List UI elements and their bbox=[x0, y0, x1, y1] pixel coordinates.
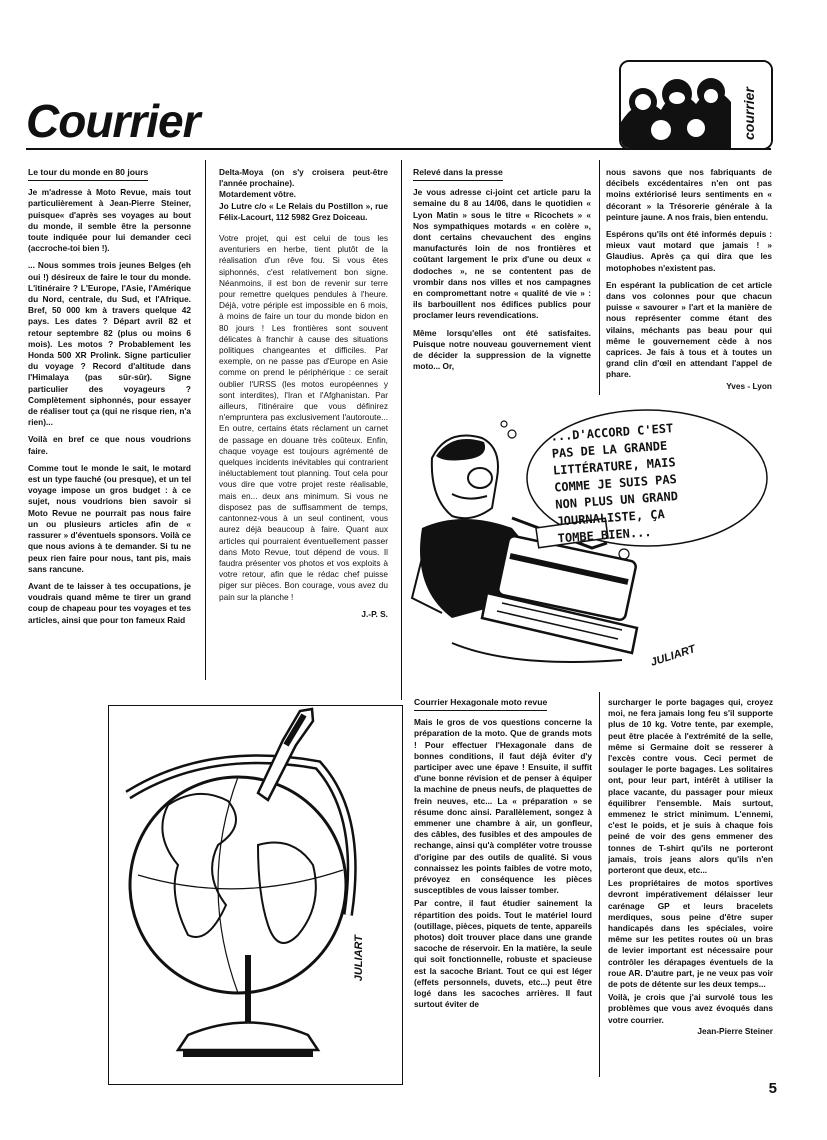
bubble-line: COMME JE SUIS PAS bbox=[553, 472, 678, 495]
column-divider bbox=[205, 160, 206, 680]
letter1-paragraph: Comme tout le monde le sait, le motard est un type fauché (ou presque), et un tel voyage impose un gros budget : à ce sujet, nous voudrions bien savoir si Moto Revue ne pourrait pas nous faire un ou plusieurs articles afin de « rassurer » d'éventuels sponsors. Voilà ce que nous avions à te demander. Si tu ne peux rien faire pour nous, tant pis, mais sans rancune. bbox=[28, 462, 191, 574]
letter2-column1 bbox=[413, 167, 591, 397]
letter3-paragraph: Voilà, je crois que j'ai survolé tous les problèmes que vous avez évoqués dans votre courrier. bbox=[608, 992, 773, 1025]
letter3-paragraph: Mais le gros de vos questions concerne la préparation de la moto. Que de grands mots ! Pour effectuer l'Hexagonale dans de bonnes conditions, il faut déjà éviter d'y participer avec une épave ! Ensuite, il suffit d'une bonne révision et de penser à équiper la machine de pneus neufs, de plaquettes de frein neuves, etc... La « préparation » se résume donc ainsi. Parallèlement, songez à emmener une chambre à air, un gonfleur, des câbles, des fusibles et des ampoules de rechange, ainsi qu'à compléter votre trousse d'origine par des outils de qualité. Si vous connaissez les points faibles de votre moto, prévoyez en conséquence les pièces susceptibles de vous laisser tomber. bbox=[414, 717, 592, 896]
letter2-heading: Relevé dans la presse bbox=[413, 167, 503, 181]
cartoon-speech-bubble bbox=[550, 416, 748, 548]
letter2-paragraph: En espérant la publication de cet article dans vos colonnes pour que chacun puisse « savourer » l'art et la manière de nous représenter comme étant des vilains, méchants pas beau pour qui même le gouvernement cède à nos caprices. Je fais à tous et à toutes un grand clin d'œil en attendant l'appel de phare. bbox=[606, 279, 772, 380]
letter3-column2 bbox=[608, 697, 773, 1082]
letter1-column2 bbox=[219, 167, 388, 677]
letter3-paragraph: Les propriétaires de motos sportives devront impérativement délaisser leur carénage GP et leurs bracelets merdiques, sous peine d'être super handicapés dans les spéciales, voire même sur les petites routes où un bras de levier important est nécessaire pour contrôler les dérapages éventuels de la roue AR. D'autre part, je ne veux pas voir de pots de détente sur les deux temps... bbox=[608, 878, 773, 990]
letter2-paragraph: Espérons qu'ils ont été informés depuis : mieux vaut motard que jamais ! » Glaudius. Après ça qui dira que les motophobes n'existent pas. bbox=[606, 229, 772, 273]
letter1-paragraph: Motardement vôtre. bbox=[219, 189, 296, 200]
bubble-line: ...D'ACCORD C'EST bbox=[550, 421, 674, 444]
bubble-line: JOURNALISTE, ÇA bbox=[556, 507, 666, 529]
bubble-line: NON PLUS UN GRAND bbox=[554, 489, 679, 512]
letter1-signature: J.-P. S. bbox=[361, 608, 388, 619]
letter2-column2 bbox=[606, 167, 772, 399]
page-number: 5 bbox=[768, 1080, 777, 1097]
letter2-paragraph: Même lorsqu'elles ont été satisfaites. Puisque notre nouveau gouvernement vient de décider la suppression de la vignette moto... Or, bbox=[413, 327, 591, 372]
courrier-logo bbox=[619, 60, 773, 150]
page-title: Courrier bbox=[26, 95, 200, 147]
cartoon-typist bbox=[392, 398, 782, 688]
cartoon-artist-signature: JULIART bbox=[649, 643, 697, 669]
logo-word: courrier bbox=[741, 87, 757, 140]
letter1-column1 bbox=[28, 167, 191, 692]
letter3-heading: Courrier Hexagonale moto revue bbox=[414, 697, 547, 711]
letter3-paragraph: surcharger le porte bagages qui, croyez moi, ne fera jamais long feu s'il supporte plus de 10 kg. Votre tente, par exemple, peut être placée à l'extrémité de la selle, même si Germaine doit se resserer à l'excès contre vous. Ceci permet de soulager le porte bagages. Les solitaires ont, pour leur part, intérêt à utiliser la place vacante, du passager pour mieux équilibrer l'ensemble. Mais surtout, emmenez le strict minimum. L'ennemi, c'est le poids, et je suis à chaque fois peiné de voir des gens emmener des tonnes de T-shirt qu'ils ne porteront jamais, trois jeans alors qu'ils n'en porteront que deux, etc... bbox=[608, 697, 773, 876]
letter1-reply: Votre projet, qui est celui de tous les aventuriers en herbe, tient plutôt de la réalisation d'un rêve fou. Si vous êtes siphonnés, c'est relativement bon signe. Néanmoins, il est bon de revenir sur terre pour remettre quelques pendules à l'heure. Déjà, votre périple est impossible en 6 mois, à moins de faire un tour du monde bidon en 80 jours ! Les frontières sont souvent délicates à franchir à cause des situations politiques changeantes et difficiles. Par exemple, on ne passe pas d'Europe en Asie comme on prend le périphérique : ce serait oublier l'URSS (les motos européennes y sont interdites), l'Iran et l'Afghanistan. Par ailleurs, l'itinéraire que vous définirez n'empruntera pas exclusivement l'autoroute... En outre, certains états réclament un carnet de passage en douane très coûteux. Enfin, chaque voyage est toujours agrémenté de quelques incidents inévitables qui contrarient inéluctablement tout planning. Tout cela pour vous dire que votre projet reste réalisable, mais en... deux ans minimum. Si vous ne disposez pas de suffisamment de temps, cantonnez-vous à un seul continent, vous aurez déjà beaucoup à faire. Quant aux articles qui pourraient éventuellement passer dans Moto Revue, tout dépend de vous. Il faudra présenter vos photos et vos exploits à votre retour, afin que le rédac chef puisse piger sur pièces. Bon courage, vous avez du pain sur la planche ! bbox=[219, 233, 388, 602]
letter1-paragraph: Delta-Moya (on s'y croisera peut-être l'année prochaine). bbox=[219, 167, 388, 189]
letter2-signature: Yves - Lyon bbox=[726, 380, 772, 391]
letter1-paragraph: Avant de te laisser à tes occupations, je voudrais quand même te tirer un grand coup de chapeau pour tes voyages et tes articles, ainsi que pour ton fameux Raid bbox=[28, 580, 191, 625]
bubble-line: TOMBE BIEN... bbox=[557, 524, 652, 546]
letter1-paragraph: Je m'adresse à Moto Revue, mais tout particulièrement à Jean-Pierre Steiner, puisque« d'après ses voyages au bout du monde, il semble être la personne toute indiquée pour lui demander ceci (accroche-toi bien !). bbox=[28, 187, 191, 254]
letter1-paragraph: Voilà en bref ce que nous voudrions faire. bbox=[28, 434, 191, 456]
bubble-line: LITTÉRATURE, MAIS bbox=[552, 455, 677, 478]
column-divider bbox=[599, 692, 600, 1077]
globe-knife-illustration-icon bbox=[108, 705, 403, 1085]
letter1-paragraph: Jo Lutre c/o « Le Relais du Postillon », rue Félix-Lacourt, 112 5982 Grez Doiceau. bbox=[219, 200, 388, 222]
letter3-paragraph: Par contre, il faut étudier sainement la répartition des poids. Tout le matériel lourd (outillage, pièces, piquets de tente, appareils photos) doit trouver place dans une grande sacoche de réservoir. En la matière, la seule qui soit fonctionnelle, robuste et spacieuse est la sacoche Briant. Tout ce qui est léger (effets personnels, duvets, etc...) peut être logé dans les sacoches arrières. Il faut surtout éviter de bbox=[414, 898, 592, 1010]
letter1-heading: Le tour du monde en 80 jours bbox=[28, 167, 148, 181]
cartoon-globe bbox=[108, 705, 403, 1085]
letter3-column1 bbox=[414, 697, 592, 1082]
letter2-paragraph: nous savons que nos fabriquants de décibels excédentaires n'en ont pas moins extériorisé leurs sentiments en « décorant » la Trésorerie générale à la peinture jaune. A nos frais, bien entendu. bbox=[606, 167, 772, 222]
letter2-paragraph: Je vous adresse ci-joint cet article paru la semaine du 8 au 14/06, dans le quotidien « Lyon Matin » sous le titre « Ricochets » « Nos sympathiques motards « en colère », dont certains chevauchent des engins manufacturés loin de nos frontières et coûtant largement le prix d'une ou deux « dodoches », ne se contentent pas de vrombir dans nos villes et nos campagnes en compromettant notre « qualité de vie » : ils barbouillent nos édifices publics pour proclamer leurs revendications. bbox=[413, 187, 591, 321]
letter1-paragraph: ... Nous sommes trois jeunes Belges (eh oui !) désireux de faire le tour du monde. L'itinéraire ? L'Europe, l'Asie, l'Amérique du Nord, centrale, du Sud, et l'Afrique. Bref, 50 000 km à travers quelque 42 pays. Les dates ? Départ avril 82 et retour septembre 82 (plus ou moins 6 mois). Les motos ? Probablement les Honda 500 XR Prolink. Signe particulier du voyage ? Record d'altitude dans l'Himalaya (pas sûr-sûr). Signe particulier des voyageurs ? Complètement siphonnés, pour essayer de réaliser tout ça (qui ne risque rien, n'a rien)... bbox=[28, 260, 191, 428]
letter3-signature: Jean-Pierre Steiner bbox=[697, 1025, 773, 1036]
bubble-line: PAS DE LA GRANDE bbox=[551, 438, 668, 461]
cartoon-artist-signature: JULIART bbox=[353, 935, 365, 982]
column-divider bbox=[599, 160, 600, 395]
